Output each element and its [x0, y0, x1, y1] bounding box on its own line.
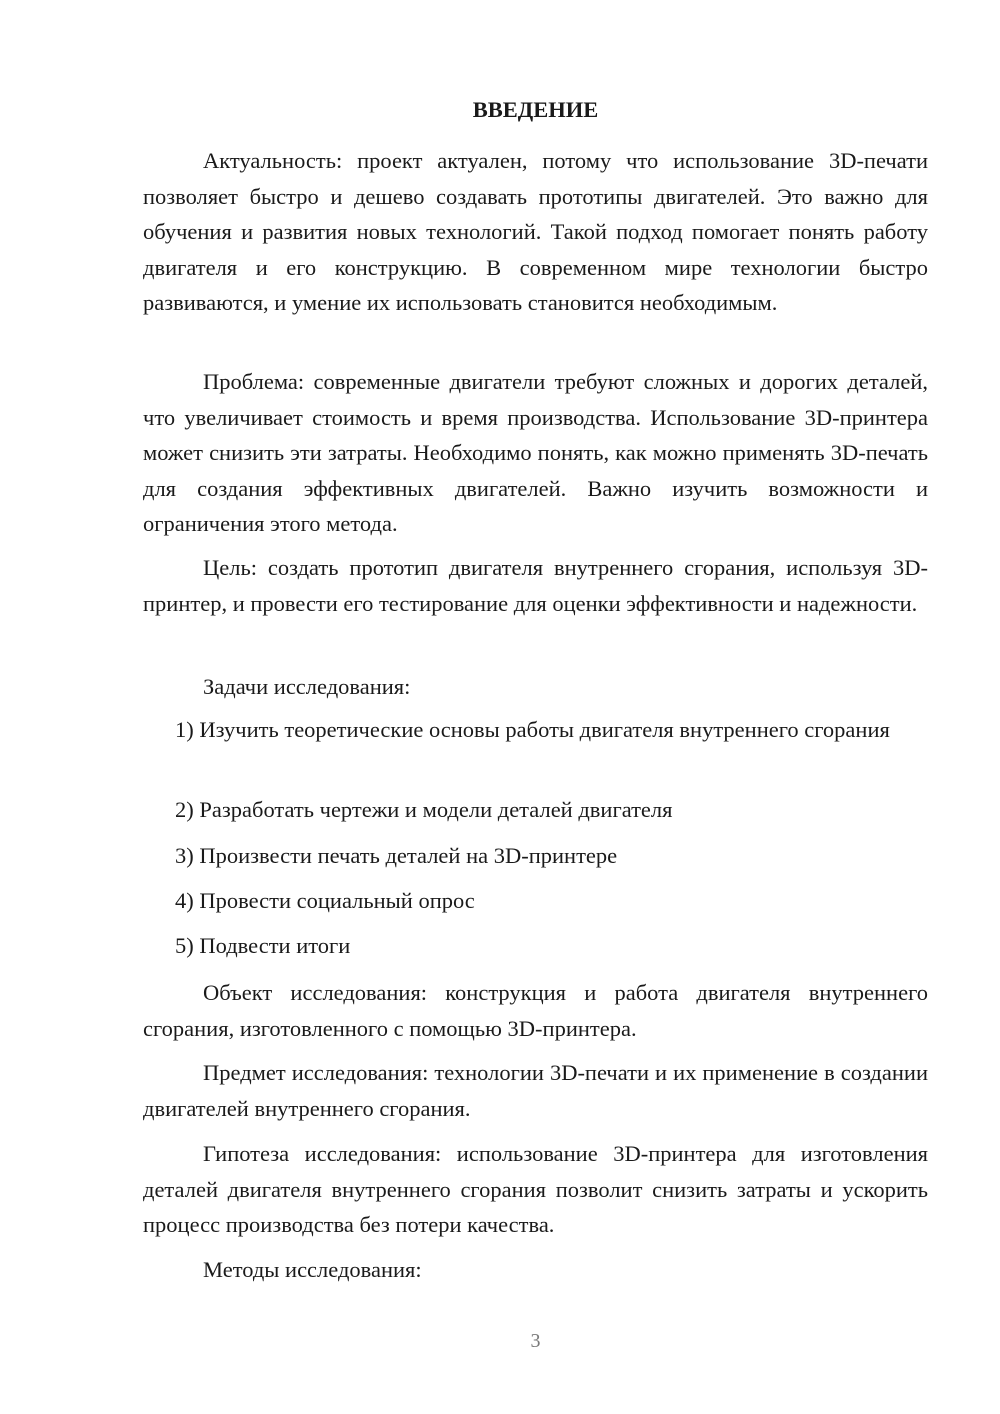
page-number: 3 [530, 1330, 541, 1352]
paragraph-object: Объект исследования: конструкция и работа двигателя внутреннего сгорания, изготовленного с помощью 3D-принтера. [143, 980, 928, 1041]
paragraph-hypothesis: Гипотеза исследования: использование 3D-принтера для изготовления деталей двигателя внутреннего сгорания позволит снизить затраты и ускорить процесс производства без потери качества. [143, 1141, 928, 1237]
paragraph-goal: Цель: создать прототип двигателя внутреннего сгорания, используя 3D-принтер, и провести его тестирование для оценки эффективности и надежности. [143, 555, 928, 616]
tasks-heading: Задачи исследования: [203, 674, 411, 699]
paragraph-subject: Предмет исследования: технологии 3D-печати и их применение в создании двигателей внутреннего сгорания. [143, 1060, 928, 1121]
task-item-1: 1) Изучить теоретические основы работы двигателя внутреннего сгорания [175, 717, 890, 742]
page-title: ВВЕДЕНИЕ [472, 97, 599, 122]
paragraph-problem: Проблема: современные двигатели требуют сложных и дорогих деталей, что увеличивает стоимость и время производства. Использование 3D-принтера может снизить эти затраты. Необходимо понять, как можно применять 3D-печать для создания эффективных двигателей. Важно изучить возможности и ограничения этого метода. [143, 369, 928, 536]
task-item-3: 3) Произвести печать деталей на 3D-принтере [175, 843, 618, 868]
task-item-2: 2) Разработать чертежи и модели деталей двигателя [175, 797, 673, 822]
methods-heading: Методы исследования: [203, 1257, 422, 1282]
paragraph-relevance: Актуальность: проект актуален, потому что использование 3D-печати позволяет быстро и дешево создавать прототипы двигателей. Это важно для обучения и развития новых технологий. Такой подход помогает понять работу двигателя и его конструкцию. В современном мире технологии быстро развиваются, и умение их использовать становится необходимым. [143, 148, 928, 315]
task-item-4: 4) Провести социальный опрос [175, 888, 475, 913]
task-item-5: 5) Подвести итоги [175, 933, 351, 958]
